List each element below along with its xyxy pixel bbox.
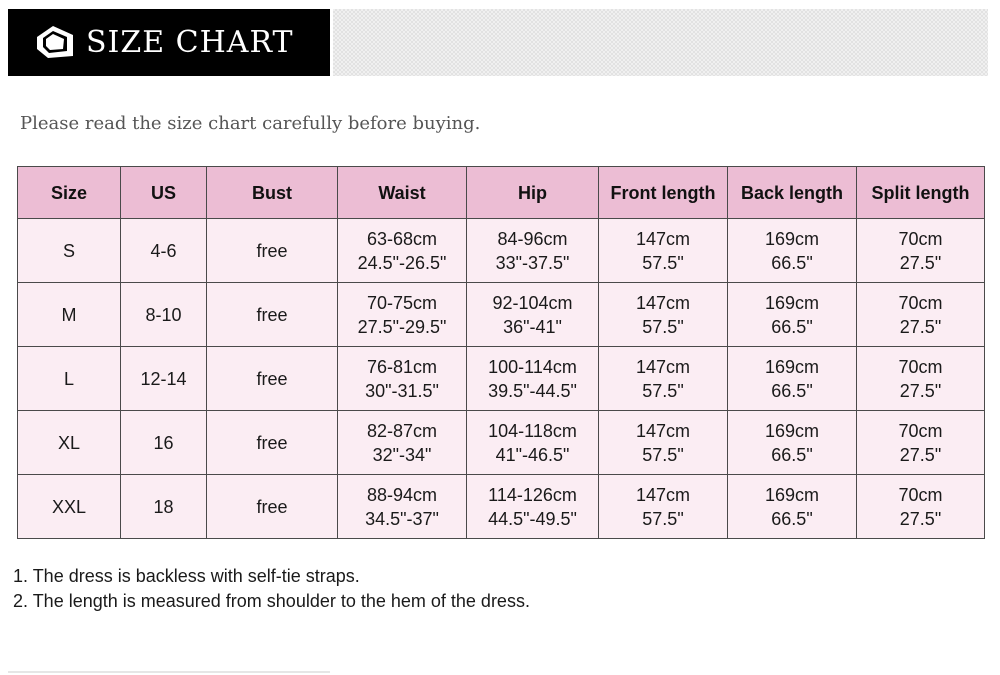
hip-in: 41"-46.5" (495, 444, 570, 465)
hip-in: 36"-41" (503, 316, 562, 337)
split-in: 27.5" (899, 316, 942, 337)
back-length-cell (728, 475, 857, 539)
hip-cm: 92-104cm (492, 292, 573, 313)
front-in: 57.5" (642, 508, 684, 529)
size-table (17, 166, 985, 539)
back-length-cell (728, 347, 857, 411)
back-cm: 169cm (764, 356, 820, 377)
column-header: Size (18, 167, 121, 219)
waist-cell (338, 347, 467, 411)
intro-text: Please read the size chart carefully before buying. (20, 113, 481, 134)
split-in: 27.5" (899, 508, 942, 529)
waist-cm: 76-81cm (366, 356, 438, 377)
split-in: 27.5" (899, 444, 942, 465)
table-row (18, 219, 985, 283)
waist-cm: 63-68cm (366, 228, 438, 249)
bust-cell: free (207, 411, 338, 475)
front-length-cell (599, 347, 728, 411)
waist-cell (338, 475, 467, 539)
front-cm: 147cm (635, 420, 691, 441)
front-in: 57.5" (642, 316, 684, 337)
us-cell: 12-14 (121, 347, 207, 411)
hip-cell (467, 219, 599, 283)
split-length-cell (857, 411, 985, 475)
front-in: 57.5" (642, 252, 684, 273)
split-cm: 70cm (898, 292, 943, 313)
column-header: Split length (857, 167, 985, 219)
waist-cell (338, 219, 467, 283)
column-header: Back length (728, 167, 857, 219)
waist-cm: 88-94cm (366, 484, 438, 505)
size-cell: XXL (18, 475, 121, 539)
front-length-cell (599, 411, 728, 475)
back-length-cell (728, 411, 857, 475)
front-length-cell (599, 475, 728, 539)
size-cell: XL (18, 411, 121, 475)
back-cm: 169cm (764, 484, 820, 505)
front-length-cell (599, 219, 728, 283)
split-cm: 70cm (898, 420, 943, 441)
waist-cell (338, 411, 467, 475)
front-length-cell (599, 283, 728, 347)
table-row (18, 283, 985, 347)
front-cm: 147cm (635, 356, 691, 377)
size-cell: L (18, 347, 121, 411)
front-in: 57.5" (642, 444, 684, 465)
hip-in: 33"-37.5" (495, 252, 570, 273)
split-in: 27.5" (899, 252, 942, 273)
header-bar (8, 9, 330, 76)
hip-cm: 84-96cm (497, 228, 568, 249)
waist-in: 32"-34" (372, 444, 432, 465)
column-header: Waist (338, 167, 467, 219)
table-row (18, 347, 985, 411)
back-in: 66.5" (771, 508, 813, 529)
back-cm: 169cm (764, 228, 820, 249)
back-cm: 169cm (764, 420, 820, 441)
bottom-divider (8, 671, 330, 673)
waist-cm: 82-87cm (366, 420, 438, 441)
hip-cm: 104-118cm (488, 420, 577, 441)
us-cell: 18 (121, 475, 207, 539)
header-pattern (333, 9, 988, 76)
table-header-row (18, 167, 985, 219)
bust-cell: free (207, 219, 338, 283)
front-cm: 147cm (635, 484, 691, 505)
column-header: Bust (207, 167, 338, 219)
back-length-cell (728, 219, 857, 283)
waist-in: 24.5"-26.5" (357, 252, 447, 273)
size-cell: S (18, 219, 121, 283)
split-length-cell (857, 475, 985, 539)
hip-cell (467, 347, 599, 411)
hip-cell (467, 283, 599, 347)
front-in: 57.5" (642, 380, 684, 401)
waist-cm: 70-75cm (366, 292, 438, 313)
us-cell: 16 (121, 411, 207, 475)
bust-cell: free (207, 283, 338, 347)
bust-cell: free (207, 475, 338, 539)
split-cm: 70cm (898, 228, 943, 249)
note-item: 2. The length is measured from shoulder to the hem of the dress. (13, 591, 530, 611)
back-length-cell (728, 283, 857, 347)
size-cell: M (18, 283, 121, 347)
hip-cell (467, 411, 599, 475)
hip-cm: 114-126cm (488, 484, 577, 505)
table-row (18, 475, 985, 539)
back-in: 66.5" (771, 316, 813, 337)
split-in: 27.5" (899, 380, 942, 401)
back-in: 66.5" (771, 252, 813, 273)
front-cm: 147cm (635, 228, 691, 249)
split-cm: 70cm (898, 356, 943, 377)
waist-in: 30"-31.5" (365, 380, 439, 401)
us-cell: 8-10 (121, 283, 207, 347)
us-cell: 4-6 (121, 219, 207, 283)
waist-in: 27.5"-29.5" (357, 316, 447, 337)
waist-in: 34.5"-37" (365, 508, 439, 529)
back-in: 66.5" (771, 380, 813, 401)
split-cm: 70cm (898, 484, 943, 505)
back-cm: 169cm (764, 292, 820, 313)
hip-in: 44.5"-49.5" (488, 508, 577, 529)
split-length-cell (857, 219, 985, 283)
back-in: 66.5" (771, 444, 813, 465)
hip-cm: 100-114cm (488, 356, 577, 377)
column-header: US (121, 167, 207, 219)
page-title: SIZE CHART (86, 25, 294, 60)
hip-in: 39.5"-44.5" (488, 380, 577, 401)
split-length-cell (857, 347, 985, 411)
bust-cell: free (207, 347, 338, 411)
column-header: Hip (467, 167, 599, 219)
column-header: Front length (599, 167, 728, 219)
hip-cell (467, 475, 599, 539)
shirt-box-icon (34, 23, 76, 61)
notes (13, 564, 530, 614)
note-item: 1. The dress is backless with self-tie straps. (13, 566, 360, 586)
front-cm: 147cm (635, 292, 691, 313)
table-row (18, 411, 985, 475)
split-length-cell (857, 283, 985, 347)
waist-cell (338, 283, 467, 347)
